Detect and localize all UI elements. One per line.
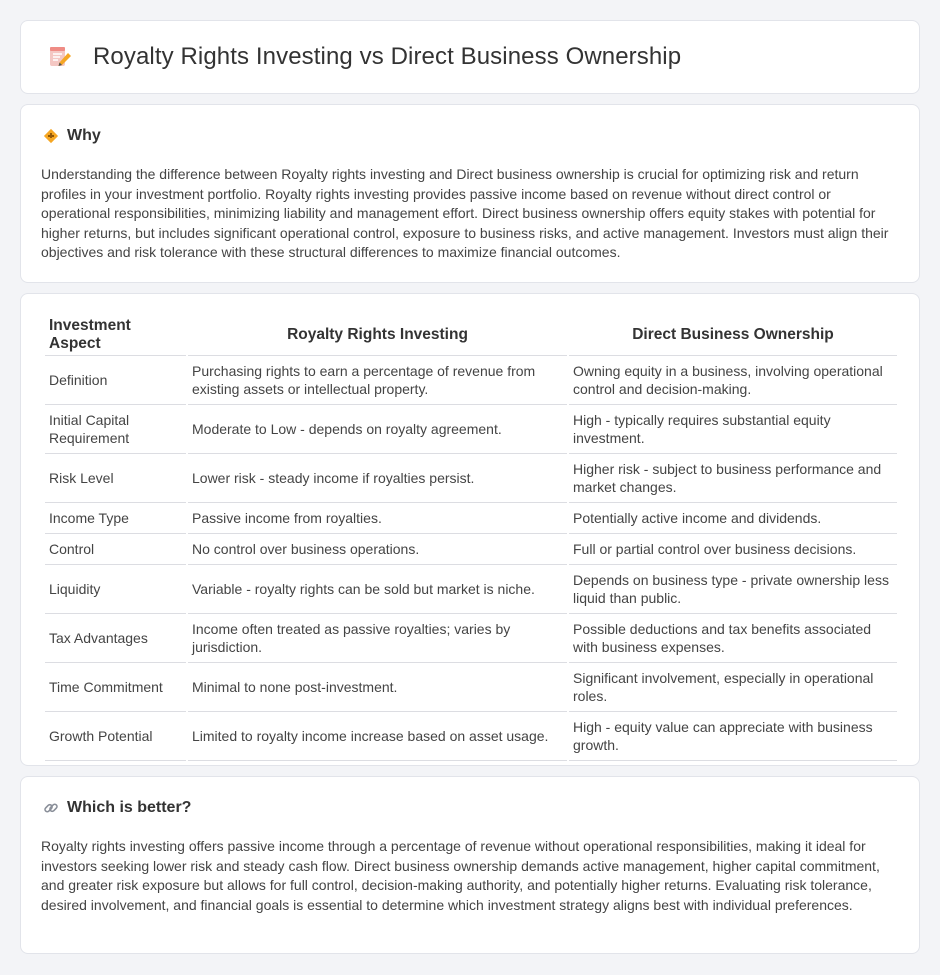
aspect-cell: Tax Advantages xyxy=(45,614,186,663)
royalty-cell: Income often treated as passive royalties; varies by jurisdiction. xyxy=(188,614,567,663)
aspect-cell: Time Commitment xyxy=(45,663,186,712)
aspect-cell: Liquidity xyxy=(45,565,186,614)
aspect-cell: Risk Level xyxy=(45,454,186,503)
header-direct-ownership: Direct Business Ownership xyxy=(569,316,897,356)
table-row xyxy=(45,356,897,405)
table-row xyxy=(45,405,897,454)
direct-cell: Potentially active income and dividends. xyxy=(569,503,897,534)
table-row xyxy=(45,614,897,663)
direct-cell: Higher risk - subject to business performance and market changes. xyxy=(569,454,897,503)
direct-cell: Full or partial control over business decisions. xyxy=(569,534,897,565)
page-title: Royalty Rights Investing vs Direct Business Ownership xyxy=(93,43,682,70)
royalty-cell: No control over business operations. xyxy=(188,534,567,565)
table-row xyxy=(45,712,897,761)
why-heading: Why xyxy=(67,127,101,144)
direct-cell: High - typically requires substantial equity investment. xyxy=(569,405,897,454)
direct-cell: Owning equity in a business, involving operational control and decision-making. xyxy=(569,356,897,405)
royalty-cell: Variable - royalty rights can be sold but market is niche. xyxy=(188,565,567,614)
title-card xyxy=(20,20,920,94)
why-body: Understanding the difference between Royalty rights investing and Direct business ownership is crucial for optimizing risk and return profiles in your investment portfolio. Royalty rights investing provides passive income based on revenue without direct control or operational responsibilities, minimizing liability and management effort. Direct business ownership offers equity stakes with potential for higher returns, but includes significant operational control, exposure to business risks, and active management. Investors must align their objectives and risk tolerance with these structural differences to maximize financial outcomes. xyxy=(41,166,889,260)
better-heading: Which is better? xyxy=(67,799,192,816)
royalty-cell: Lower risk - steady income if royalties persist. xyxy=(188,454,567,503)
royalty-cell: Moderate to Low - depends on royalty agreement. xyxy=(188,405,567,454)
aspect-cell: Initial Capital Requirement xyxy=(45,405,186,454)
direct-cell: High - equity value can appreciate with business growth. xyxy=(569,712,897,761)
table-row xyxy=(45,534,897,565)
table-row xyxy=(45,663,897,712)
table-header-row xyxy=(45,316,897,356)
direct-cell: Depends on business type - private ownership less liquid than public. xyxy=(569,565,897,614)
table-row xyxy=(45,565,897,614)
royalty-cell: Limited to royalty income increase based on asset usage. xyxy=(188,712,567,761)
aspect-cell: Definition xyxy=(45,356,186,405)
document-pencil-icon xyxy=(47,44,73,70)
table-row xyxy=(45,454,897,503)
aspect-cell: Growth Potential xyxy=(45,712,186,761)
header-investment-aspect: Investment Aspect xyxy=(45,316,186,356)
diamond-warning-icon xyxy=(43,128,59,144)
direct-cell: Possible deductions and tax benefits associated with business expenses. xyxy=(569,614,897,663)
better-body: Royalty rights investing offers passive income through a percentage of revenue without operational responsibilities, making it ideal for investors seeking lower risk and steady cash flow. Direct business ownership demands active management, higher capital commitment, and greater risk exposure but allows for full control, decision-making authority, and potentially higher returns. Evaluating risk tolerance, desired involvement, and financial goals is essential to determine which investment strategy aligns best with individual preferences. xyxy=(41,838,880,913)
aspect-cell: Control xyxy=(45,534,186,565)
royalty-cell: Minimal to none post-investment. xyxy=(188,663,567,712)
header-royalty-rights: Royalty Rights Investing xyxy=(188,316,567,356)
direct-cell: Significant involvement, especially in operational roles. xyxy=(569,663,897,712)
which-is-better-section xyxy=(20,776,920,954)
comparison-table xyxy=(43,316,899,761)
why-section xyxy=(20,104,920,283)
royalty-cell: Passive income from royalties. xyxy=(188,503,567,534)
royalty-cell: Purchasing rights to earn a percentage of revenue from existing assets or intellectual property. xyxy=(188,356,567,405)
link-icon xyxy=(43,800,59,816)
table-row xyxy=(45,503,897,534)
comparison-section xyxy=(20,293,920,766)
aspect-cell: Income Type xyxy=(45,503,186,534)
